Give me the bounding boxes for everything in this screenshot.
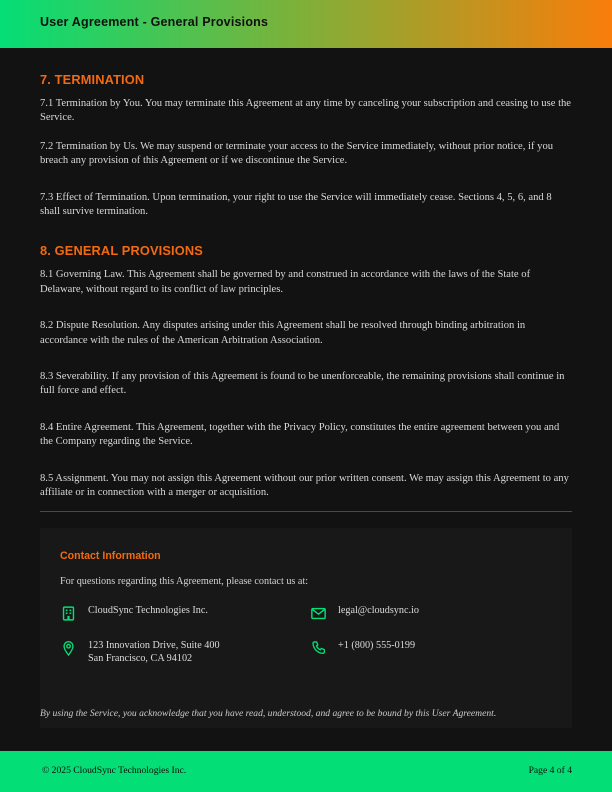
contact-address-line1: 123 Innovation Drive, Suite 400 bbox=[88, 640, 220, 651]
closing-acknowledgement-note: By using the Service, you acknowledge that you have read, understood, and agree to be bound by this User Agreement. bbox=[40, 708, 497, 719]
clause-8-2: 8.2 Dispute Resolution. Any disputes arising under this Agreement shall be resolved through binding arbitration in accordance with the rules of the American Arbitration Association. bbox=[40, 320, 526, 346]
clause-8-4: 8.4 Entire Agreement. This Agreement, together with the Privacy Policy, constitutes the entire agreement between you and the Company regarding the Service. bbox=[40, 421, 560, 448]
page-title: User Agreement - General Provisions bbox=[40, 15, 269, 29]
contact-row-email[interactable] bbox=[310, 604, 552, 626]
clause-8-3: 8.3 Severability. If any provision of this Agreement is found to be unenforceable, the remaining provisions shall continue in full force and effect. bbox=[40, 371, 565, 397]
contact-row-phone[interactable] bbox=[310, 639, 552, 661]
section-divider bbox=[40, 511, 572, 512]
contact-company-value: CloudSync Technologies Inc. bbox=[88, 605, 208, 616]
contact-lead-text: For questions regarding this Agreement, please contact us at: bbox=[60, 576, 309, 587]
envelope-icon bbox=[310, 605, 327, 622]
contact-row-address bbox=[60, 639, 310, 665]
document-content bbox=[40, 72, 572, 515]
location-pin-icon bbox=[60, 640, 77, 657]
document-body bbox=[0, 48, 612, 751]
clause-7-2: 7.2 Termination by Us. We may suspend or terminate your access to the Service immediately, without prior notice, if you breach any provision of this Agreement or if we discontinue the Service. bbox=[40, 140, 554, 167]
contact-heading: Contact Information bbox=[60, 550, 161, 562]
contact-address-value bbox=[88, 639, 220, 665]
contact-row-company bbox=[60, 604, 310, 626]
clause-7-3: 7.3 Effect of Termination. Upon termination, your right to use the Service will immediately cease. Sections 4, 5, 6, and 8 shall survive termination. bbox=[40, 191, 552, 218]
page-header-band bbox=[0, 0, 612, 48]
contact-information-card bbox=[40, 528, 572, 728]
phone-icon bbox=[310, 640, 327, 657]
clause-8-1: 8.1 Governing Law. This Agreement shall be governed by and construed in accordance with the laws of the State of Delaware, without regard to its conflict of law principles. bbox=[40, 269, 531, 295]
footer-page-number: Page 4 of 4 bbox=[528, 765, 572, 776]
contact-address-line2: San Francisco, CA 94102 bbox=[88, 653, 193, 665]
building-icon bbox=[60, 605, 77, 622]
section-heading-termination: 7. TERMINATION bbox=[40, 72, 145, 87]
footer-copyright: © 2025 CloudSync Technologies Inc. bbox=[42, 765, 187, 776]
clause-7-1: 7.1 Termination by You. You may terminate this Agreement at any time by canceling your subscription and ceasing to use the Service. bbox=[40, 98, 572, 124]
contact-column-right bbox=[310, 604, 552, 674]
contact-column-left bbox=[60, 604, 310, 678]
contact-phone-value[interactable]: +1 (800) 555-0199 bbox=[338, 640, 416, 651]
section-heading-general-provisions: 8. GENERAL PROVISIONS bbox=[40, 243, 203, 259]
contact-email-value[interactable]: legal@cloudsync.io bbox=[338, 605, 419, 616]
clause-8-5: 8.5 Assignment. You may not assign this Agreement without our prior written consent. We may assign this Agreement to any affiliate or in connection with a merger or acquisition. bbox=[40, 472, 569, 499]
page-footer-band bbox=[0, 751, 612, 792]
